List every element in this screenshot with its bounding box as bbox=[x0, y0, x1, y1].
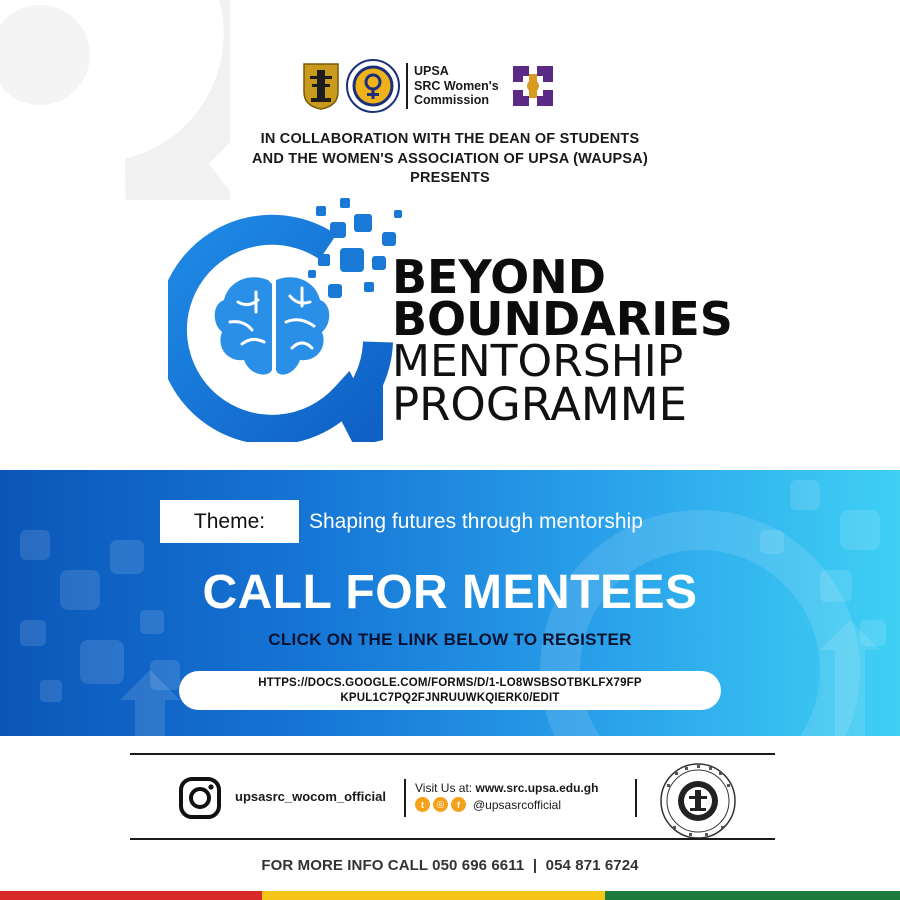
footer-divider-left bbox=[404, 779, 406, 817]
footer-bottom-rule bbox=[130, 838, 775, 840]
src-seal-icon bbox=[659, 762, 737, 840]
theme-text: Shaping futures through mentorship bbox=[309, 510, 643, 533]
adinkra-symbol-icon bbox=[507, 60, 559, 112]
stripe-yellow bbox=[262, 891, 605, 900]
org-name-line-2: SRC Women's bbox=[414, 78, 499, 93]
header-logo-row bbox=[302, 58, 559, 114]
org-name-line-3: Commission bbox=[414, 93, 490, 108]
collab-line-1: IN COLLABORATION WITH THE DEAN OF STUDENTS bbox=[260, 131, 640, 147]
collab-line-2: AND THE WOMEN'S ASSOCIATION OF UPSA (WAUPSA) bbox=[252, 150, 648, 167]
instagram-handle[interactable]: upsasrc_wocom_official bbox=[235, 789, 386, 804]
collab-line-3: PRESENTS bbox=[410, 170, 490, 186]
title-line-beyond: BEYOND bbox=[392, 250, 606, 304]
title-line-programme: PROGRAMME bbox=[392, 378, 688, 431]
stripe-red bbox=[0, 891, 262, 900]
footer-top-rule bbox=[130, 753, 775, 755]
facebook-icon[interactable]: f bbox=[451, 797, 466, 812]
title-line-boundaries: BOUNDARIES bbox=[392, 292, 733, 346]
call-for-mentees-heading: CALL FOR MENTEES bbox=[202, 566, 698, 619]
website-link[interactable]: www.src.upsa.edu.gh bbox=[475, 781, 599, 795]
footer-divider-right bbox=[635, 779, 637, 817]
register-instruction: CLICK ON THE LINK BELOW TO REGISTER bbox=[268, 630, 632, 649]
logo-divider bbox=[406, 63, 408, 109]
visit-line bbox=[415, 781, 598, 795]
visit-label: Visit Us at: bbox=[415, 781, 473, 795]
registration-link-line-1: HTTPS://DOCS.GOOGLE.COM/FORMS/D/1-LO8WSBSOTBKLFX79FP bbox=[258, 676, 642, 689]
flag-stripes bbox=[0, 891, 900, 900]
contact-info: FOR MORE INFO CALL 050 696 6611 | 054 871 6724 bbox=[261, 857, 639, 874]
org-name bbox=[414, 64, 499, 108]
instagram-small-icon[interactable]: ◎ bbox=[433, 797, 448, 812]
social-handle[interactable]: @upsasrcofficial bbox=[473, 797, 561, 812]
registration-link[interactable] bbox=[179, 671, 721, 710]
social-row bbox=[415, 797, 561, 812]
theme-label-box: Theme: bbox=[160, 500, 299, 543]
stripe-green bbox=[605, 891, 900, 900]
brain-chat-icon bbox=[168, 192, 408, 442]
university-crest-icon bbox=[302, 62, 340, 110]
org-name-line-1: UPSA bbox=[414, 64, 449, 79]
twitter-icon[interactable]: t bbox=[415, 797, 430, 812]
instagram-icon[interactable] bbox=[178, 776, 222, 820]
womens-commission-seal-icon bbox=[346, 59, 400, 113]
title-line-mentorship: MENTORSHIP bbox=[392, 336, 684, 387]
collaboration-text bbox=[0, 130, 900, 189]
registration-link-line-2: KPUL1C7PQ2FJNRUUWKQIERK0/EDIT bbox=[340, 691, 560, 704]
